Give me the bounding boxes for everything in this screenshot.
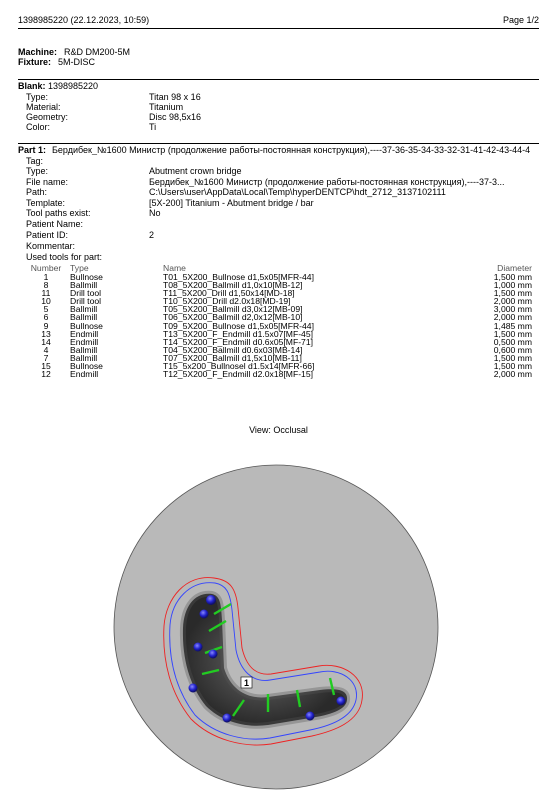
tool-number: 6 [43, 312, 49, 323]
tool-type: Ballmill [70, 280, 98, 291]
tool-number: 9 [43, 320, 49, 331]
tool-diameter: 2,000 mm [493, 312, 532, 323]
screw-channel [194, 643, 203, 652]
blank-label: Blank: [18, 81, 46, 91]
part-field-label: Path: [26, 187, 48, 197]
tool-type: Ballmill [70, 344, 98, 355]
tool-type: Ballmill [70, 352, 98, 363]
tool-diameter: 2,000 mm [493, 296, 532, 307]
tool-diameter: 1,500 mm [493, 361, 532, 372]
part-field-label: Type: [26, 166, 49, 176]
screw-channel [189, 684, 198, 693]
tool-number: 14 [41, 336, 51, 347]
tool-type: Drill tool [70, 288, 102, 299]
part-field-value: 2 [149, 230, 155, 240]
tool-name: T01_5X200_Bullnose d1,5x05[MFR-44] [163, 272, 314, 282]
blank-id: 1398985220 [48, 81, 99, 91]
tool-number: 8 [43, 280, 49, 291]
screw-channel [223, 714, 232, 723]
part-field-value: [5X-200] Titanium - Abutment bridge / bar [149, 198, 314, 208]
part-field-label: File name: [26, 177, 69, 187]
tool-name: T14_5X200_F_Endmill d0.6x05[MF-71] [163, 336, 313, 347]
tool-diameter: 0,600 mm [493, 344, 532, 355]
tool-type: Bullnose [70, 320, 103, 331]
tool-type: Bullnose [70, 361, 103, 372]
part-field-value: Бердибек_№1600 Министр (продолжение работы-постоянная конструкция),----37-3... [149, 177, 505, 187]
part-field-label: Tool paths exist: [26, 208, 91, 218]
report-job-header: 1398985220 (22.12.2023, 10:59) [18, 15, 150, 25]
tool-diameter: 1,500 mm [493, 272, 532, 282]
tool-diameter: 1,500 mm [493, 328, 532, 339]
tool-name: T08_5X200_Ballmill d1,0x10[MB-12] [163, 280, 303, 291]
tool-name: T15_5x200_Bullnosel d1.5x14[MFR-66] [163, 361, 315, 372]
blank-disc [114, 465, 438, 789]
tool-type: Endmill [70, 328, 99, 339]
part-field-label: Tag: [26, 156, 44, 166]
tool-name: T05_5X200_Ballmill d3,0x12[MB-09] [163, 304, 303, 315]
tool-diameter: 2,000 mm [493, 369, 532, 380]
blank-field-value: Titanium [149, 102, 184, 112]
blank-field-value: Titan 98 x 16 [149, 92, 201, 102]
tool-number: 10 [41, 296, 51, 307]
part-field-label: Used tools for part: [26, 252, 103, 262]
tool-name: T04_5X200_Ballmill d0.6x03[MB-14] [163, 344, 303, 355]
part-title: Бердибек_№1600 Министр (продолжение работы-постоянная конструкция),----37-36-35-34-33-32-31-41-42-43-44-4 [52, 145, 531, 155]
tool-number: 1 [43, 272, 49, 282]
tool-type: Bullnose [70, 272, 103, 282]
screw-channel [206, 595, 216, 605]
tool-name: T11_5X200_Drill d1,50x14[MD-18] [163, 288, 295, 299]
view-title: View: Occlusal [249, 425, 308, 435]
tool-type: Endmill [70, 336, 99, 347]
tool-name: T06_5X200_Ballmill d2,0x12[MB-10] [163, 312, 303, 323]
tool-name: T12_5X200_F_Endmill d2.0x18[MF-15] [163, 369, 313, 380]
part-field-label: Kommentar: [26, 241, 76, 251]
screw-channel [209, 650, 218, 659]
blank-field-label: Geometry: [26, 112, 69, 122]
part-field-value: Abutment crown bridge [149, 166, 242, 176]
col-type-header: Type [70, 263, 89, 273]
part-field-label: Patient ID: [26, 230, 69, 240]
col-name-header: Name [163, 263, 186, 273]
col-number-header: Number [30, 263, 62, 273]
tool-name: T09_5X200_Bullnose d1,5x05[MFR-44] [163, 320, 314, 331]
tool-number: 5 [43, 304, 49, 315]
page-number: Page 1/2 [502, 15, 539, 25]
tool-type: Drill tool [70, 296, 102, 307]
part-field-label: Patient Name: [26, 219, 84, 229]
blank-field-label: Material: [26, 102, 61, 112]
blank-field-label: Color: [26, 122, 51, 132]
col-diameter-header: Diameter [497, 263, 532, 273]
blank-field-value: Ti [149, 122, 157, 132]
part-field-label: Template: [26, 198, 66, 208]
screw-channel [200, 610, 209, 619]
part-field-value: C:\Users\user\AppData\Local\Temp\hyperDENTCP\hdt_2712_3137102111 [149, 187, 446, 197]
tool-number: 11 [41, 288, 51, 299]
machine-label: Machine: [18, 47, 58, 57]
tool-type: Ballmill [70, 312, 98, 323]
tool-number: 15 [41, 361, 51, 372]
tool-name: T13_5X200_F_Endmill d1.5x07[MF-45] [163, 328, 313, 339]
screw-channel [337, 697, 346, 706]
tool-diameter: 1,485 mm [493, 320, 532, 331]
tool-number: 13 [41, 328, 51, 339]
tool-diameter: 1,500 mm [493, 288, 532, 299]
tool-number: 4 [43, 344, 49, 355]
tool-diameter: 1,000 mm [493, 280, 532, 291]
part-label: Part 1: [18, 145, 47, 155]
tool-number: 12 [41, 369, 51, 380]
fixture-value: 5M-DISC [58, 57, 96, 67]
tool-type: Endmill [70, 369, 99, 380]
fixture-label: Fixture: [18, 57, 52, 67]
part-marker-label: 1 [243, 678, 250, 688]
tool-diameter: 3,000 mm [493, 304, 532, 315]
tool-diameter: 1,500 mm [493, 352, 532, 363]
tool-type: Ballmill [70, 304, 98, 315]
tool-name: T10_5X200_Drill d2.0x18[MD-19] [163, 296, 291, 307]
blank-field-label: Type: [26, 92, 49, 102]
tool-diameter: 0,500 mm [493, 336, 532, 347]
tool-number: 7 [43, 352, 49, 363]
part-field-value: No [149, 208, 161, 218]
machine-value: R&D DM200-5M [64, 47, 131, 57]
screw-channel [306, 712, 315, 721]
blank-field-value: Disc 98,5x16 [149, 112, 202, 122]
tool-name: T07_5X200_Ballmill d1,5x10[MB-11] [163, 352, 302, 363]
